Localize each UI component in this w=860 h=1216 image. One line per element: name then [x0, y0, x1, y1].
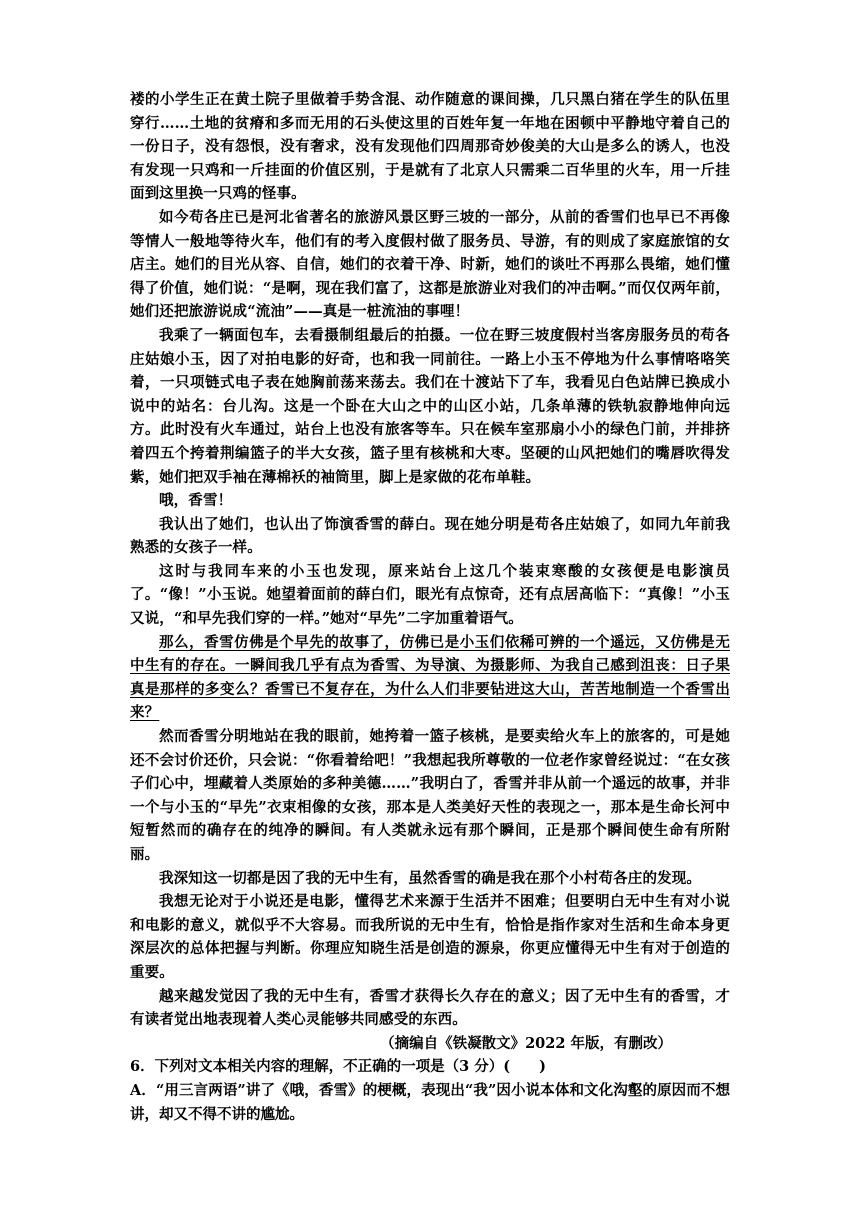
paragraph-1: 褛的小学生正在黄土院子里做着手势含混、动作随意的课间操，几只黑白猪在学生的队伍里穿行……土地的贫瘠和多而无用的石头使这里的百姓年复一年地在困顿中平静地守着自己的一份日子，没有怨恨，没有奢求，没有发现他们四周那奇妙俊美的大山是多么的诱人，也没有发现一只鸡和一斤挂面的价值区别，于是就有了北京人只需乘二百华里的火车，用一斤挂面到这里换一只鸡的怪事。: [130, 91, 730, 203]
article-page: [130, 88, 730, 1126]
paragraph-3: 我乘了一辆面包车，去看摄制组最后的拍摄。一位在野三坡度假村当客房服务员的苟各庄姑娘小玉，因了对拍电影的好奇，也和我一同前往。一路上小玉不停地为什么事情咯咯笑着，一只项链式电子表在她胸前荡来荡去。我们在十渡站下了车，我看见白色站牌已换成小说中的站名：台儿沟。这是一个卧在大山之中的山区小站，几条单薄的铁轨寂静地伸向远方。此时没有火车通过，站台上也没有旅客等车。只在候车室那扇小小的绿色门前，并排挤着四五个挎着荆编篮子的半大女孩，篮子里有核桃和大枣。坚硬的山风把她们的嘴唇吹得发紫，她们把双手袖在薄棉袄的袖筒里，脚上是家做的花布单鞋。: [130, 326, 730, 486]
paragraph-9: 我深知这一切都是因了我的无中生有，虽然香雪的确是我在那个小村苟各庄的发现。: [159, 869, 702, 887]
source-citation: （摘编自《铁凝散文》2022 年版，有删改）: [380, 1034, 672, 1052]
option-a: A．“用三言两语”讲了《哦，香雪》的梗概，表现出“我”因小说本体和文化沟壑的原因而不想讲，却又不得不讲的尴尬。: [130, 1081, 730, 1123]
underlined-passage: 那么，香雪仿佛是个早先的故事了，仿佛已是小玉们依稀可辨的一个遥远，又仿佛是无中生有的存在。一瞬间我几乎有点为香雪、为导演、为摄影师、为我自己感到沮丧：日子果真是那样的多变么？香雪已不复存在，为什么人们非要钻进这大山，苦苦地制造一个香雪出来？: [130, 633, 730, 722]
paragraph-4: 哦，香雪！: [159, 492, 233, 510]
paragraph-2: 如今苟各庄已是河北省著名的旅游风景区野三坡的一部分，从前的香雪们也早已不再像等情人一般地等待火车，他们有的考入度假村做了服务员、导游，有的则成了家庭旅馆的女店主。她们的目光从容、自信，她们的衣着干净、时新，她们的谈吐不再那么畏缩，她们懂得了价值，她们说：“是啊，现在我们富了，这都是旅游业对我们的冲击啊。”而仅仅两年前，她们还把旅游说成“流油”——真是一桩流油的事哩！: [130, 208, 730, 321]
paragraph-6: 这时与我同车来的小玉也发现，原来站台上这几个装束寒酸的女孩便是电影演员了。“像！”小玉说。她望着面前的薛白们，眼光有点惊奇，还有点居高临下：“真像！”小玉又说，“和早先我们穿的一样。”她对“早先”二字加重着语气。: [130, 562, 730, 628]
paragraph-7-underlined: [130, 631, 730, 725]
paragraph-5: 我认出了她们，也认出了饰演香雪的薛白。现在她分明是苟各庄姑娘了，如同九年前我熟悉的女孩子一样。: [130, 515, 730, 557]
question-6: 6．下列对文本相关内容的理解，不正确的一项是（3 分）( ): [130, 1058, 546, 1076]
paragraph-10: 我想无论对于小说还是电影，懂得艺术来源于生活并不困难；但要明白无中生有对小说和电影的意义，就似乎不大容易。而我所说的无中生有，恰恰是指作家对生活和生命本身更深层次的总体把握与判断。你理应知晓生活是创造的源泉，你更应懂得无中生有对于创造的重要。: [130, 893, 730, 981]
paragraph-11: 越来越发觉因了我的无中生有，香雪才获得长久存在的意义；因了无中生有的香雪，才有读者觉出地表现着人类心灵能够共同感受的东西。: [130, 987, 730, 1029]
paragraph-8: 然而香雪分明地站在我的眼前，她挎着一篮子核桃，是要卖给火车上的旅客的，可是她还不会讨价还价，只会说：“你看着给吧！”我想起我所尊敬的一位老作家曾经说过：“在女孩子们心中，埋藏着人类原始的多种美德……”我明白了，香雪并非从前一个遥远的故事，并非一个与小玉的“早先”衣束相像的女孩，那本是人类美好天性的表现之一，那本是生命长河中短暂然而的确存在的纯净的瞬间。有人类就永远有那个瞬间，正是那个瞬间使生命有所附丽。: [130, 728, 730, 863]
